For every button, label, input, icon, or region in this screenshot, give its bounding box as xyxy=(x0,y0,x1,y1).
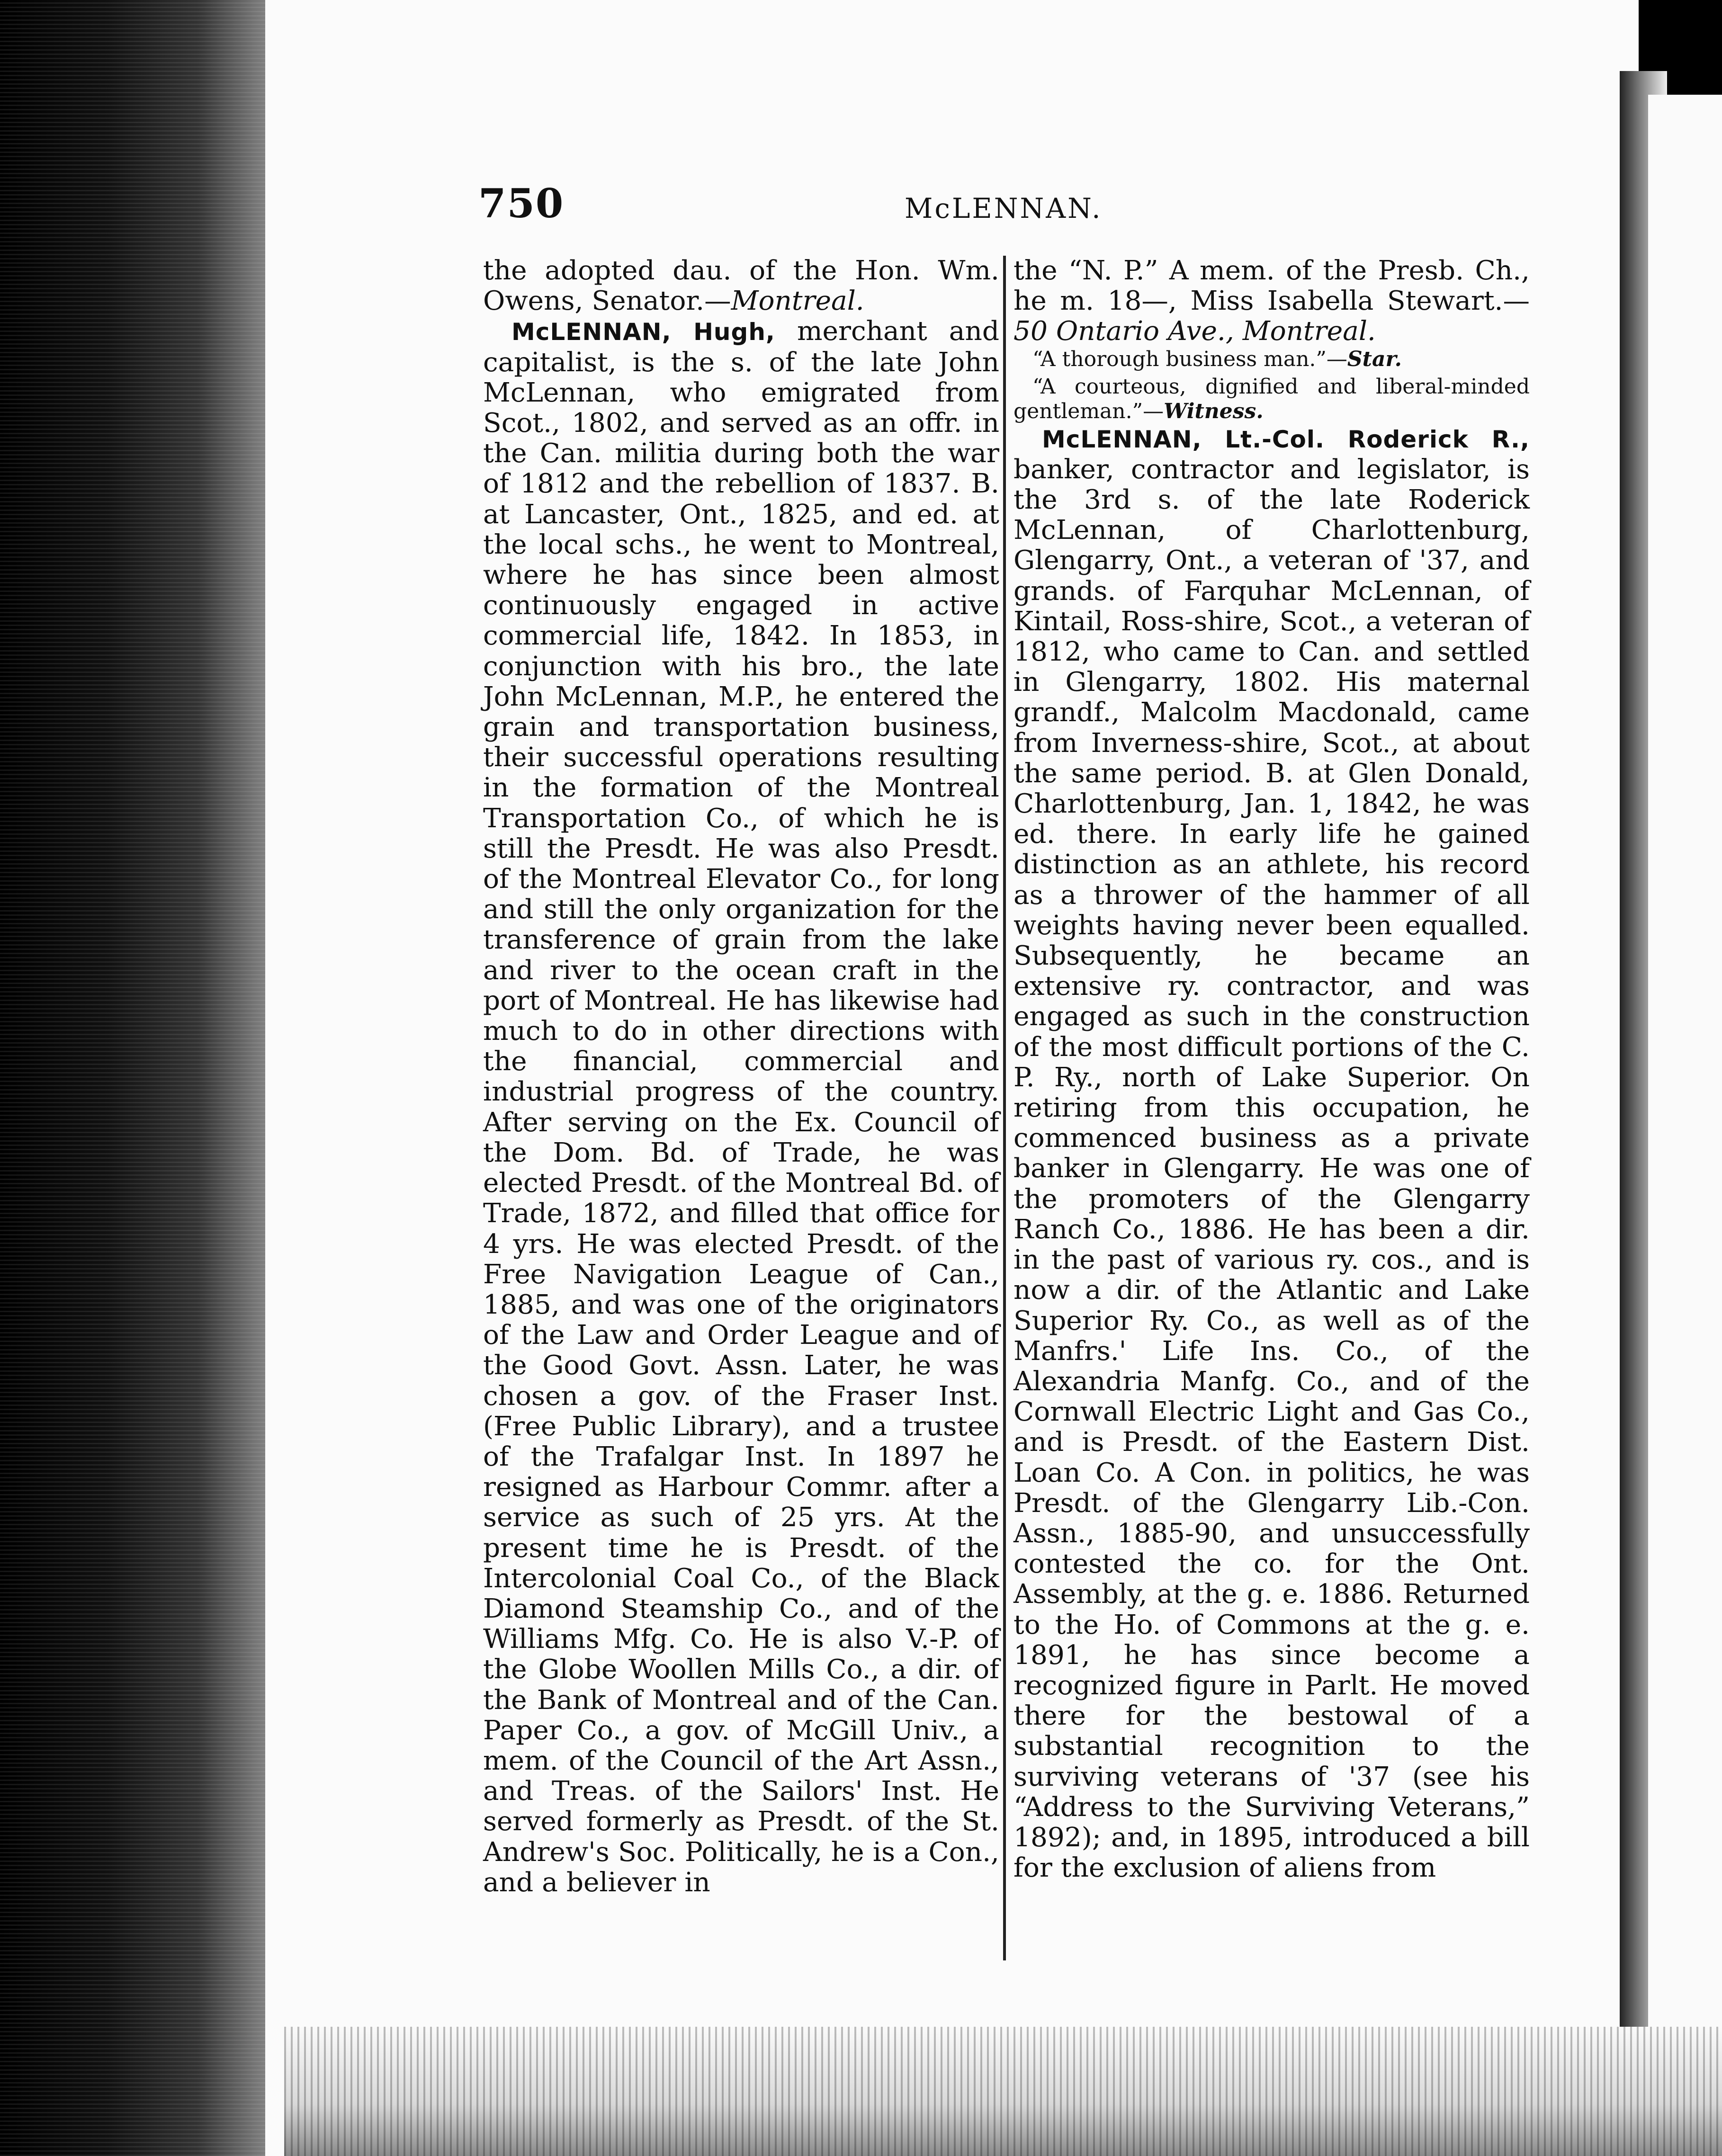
bottom-scan-noise xyxy=(284,2027,1722,2156)
entry-name-roderick: McLENNAN, Lt.-Col. Roderick R., xyxy=(1042,425,1530,453)
quote-witness-source: Witness. xyxy=(1164,399,1264,423)
continued-entry-text: the adopted dau. of the Hon. Wm. Owens, Senator.— xyxy=(483,255,999,317)
entry-text-roderick: banker, contractor and legislator, is the 3rd s. of the late Roderick McLennan, of Charlottenburg, Glengarry, Ont., a veteran of '37, and grands. of Farquhar McLennan, of Kintail, Ross-shire, Scot., a veteran of 1812, who came to Can. and settled in Glengarry, 1802. His maternal grandf., Malcolm Macdonald, came from Inverness-shire, Scot., at about the same period. B. at Glen Donald, Charlottenburg, Jan. 1, 1842, he was ed. there. In early life he gained distinction as an athlete, his record as a thrower of the hammer of all weights having never been equalled. Subsequently, he became an extensive ry. contractor, and was engaged as such in the construction of the most difficult portions of the C. P. Ry., north of Lake Superior. On retiring from this occupation, he commenced business as a private banker in Glengarry. He was one of the promoters of the Glengarry Ranch Co., 1886. He has been a dir. in the past of various ry. cos., and is now a dir. of the Atlantic and Lake Superior Ry. Co., as well as of the Manfrs.' Life Ins. Co., of the Alexandria Manfg. Co., and of the Cornwall Electric Light and Gas Co., and is Presdt. of the Eastern Dist. Loan Co. A Con. in politics, he was Presdt. of the Glengarry Lib.-Con. Assn., 1885-90, and unsuccessfully contested the co. for the Ont. Assembly, at the g. e. 1886. Returned to the Ho. of Commons at the g. e. 1891, he has since become a recognized figure in Parlt. He moved there for the bestowal of a substantial recognition to the surviving veterans of '37 (see his “Address to the Surviving Veterans,” 1892); and, in 1895, introduced a bill for the exclusion of aliens from xyxy=(1013,454,1530,1884)
running-head xyxy=(478,180,1127,237)
entry-text-hugh: merchant and capitalist, is the s. of the late John McLennan, who emigrated from Scot., 1802, and served as an offr. in the Can. militia during both the war of 1812 and the rebellion of 1837. B. at Lancaster, Ont., 1825, and ed. at the local schs., he went to Montreal, where he has since been almost continuously engaged in active commercial life, 1842. In 1853, in conjunction with his bro., the late John McLennan, M.P., he entered the grain and transportation business, their successful operations resulting in the formation of the Montreal Transportation Co., of which he is still the Presdt. He was also Presdt. of the Montreal Elevator Co., for long and still the only organization for the transference of grain from the lake and river to the ocean craft in the port of Montreal. He has likewise had much to do in other directions with the financial, commercial and industrial progress of the country. After serving on the Ex. Council of the Dom. Bd. of Trade, he was elected Presdt. of the Montreal Bd. of Trade, 1872, and filled that office for 4 yrs. He was elected Presdt. of the Free Navigation League of Can., 1885, and was one of the originators of the Law and Order League and of the Good Govt. Assn. Later, he was chosen a gov. of the Fraser Inst. (Free Public Library), and a trustee of the Trafalgar Inst. In 1897 he resigned as Harbour Commr. after a service as such of 25 yrs. At the present time he is Presdt. of the Intercolonial Coal Co., of the Black Diamond Steamship Co., and of the Williams Mfg. Co. He is also V.-P. of the Globe Woollen Mills Co., a dir. of the Bank of Montreal and of the Can. Paper Co., a gov. of McGill Univ., a mem. of the Council of the Art Assn., and Treas. of the Sailors' Inst. He served formerly as Presdt. of the St. Andrew's Soc. Politically, he is a Con., and a believer in xyxy=(483,316,1000,1898)
continued-entry-right-text: the “N. P.” A mem. of the Presb. Ch., he m. 18—, Miss Isabella Stewart.— xyxy=(1013,255,1530,317)
continued-entry xyxy=(483,256,999,316)
quote-star xyxy=(1013,347,1530,372)
running-title: McLENNAN. xyxy=(905,192,1103,224)
next-page-strip xyxy=(1648,95,1722,2084)
page-number: 750 xyxy=(478,180,565,227)
continued-entry-right xyxy=(1013,256,1530,347)
entry-hugh-mclennan xyxy=(483,316,999,1898)
entry-name-hugh: McLENNAN, Hugh, xyxy=(511,318,775,346)
column-divider xyxy=(1003,256,1006,1960)
quote-star-source: Star. xyxy=(1347,347,1402,371)
quote-witness-text: “A courteous, dignified and liberal-minded gentleman.”— xyxy=(1013,374,1530,423)
left-column xyxy=(483,256,999,1960)
quote-star-text: “A thorough business man.”— xyxy=(1032,347,1347,371)
quote-witness xyxy=(1013,375,1530,424)
right-column xyxy=(1013,256,1530,1960)
entry-roderick-mclennan xyxy=(1013,424,1530,1884)
continued-entry-right-place: 50 Ontario Ave., Montreal. xyxy=(1013,316,1376,347)
continued-entry-place: Montreal. xyxy=(731,286,864,317)
